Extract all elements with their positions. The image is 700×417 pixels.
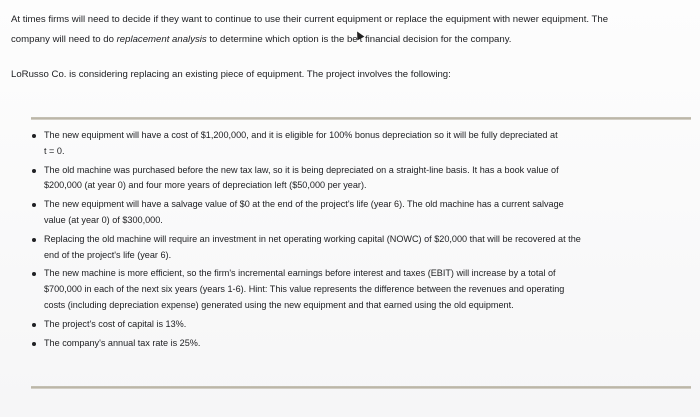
setup-statement: LoRusso Co. is considering replacing an existing piece of equipment. The project involves the following: — [11, 69, 451, 80]
list-item-line: end of the project's life (year 6). — [44, 249, 172, 260]
list-item-line: The old machine was purchased before the new tax law, so it is being depreciated on a straight-line basis. It has a book value of — [44, 164, 559, 175]
list-item-line: t = 0. — [44, 145, 65, 156]
list-item-nowc-investment — [31, 232, 696, 264]
bottom-divider — [31, 386, 691, 389]
list-item-new-equipment-cost — [31, 128, 696, 160]
intro-line-2-end: t financial decision for the company. — [359, 34, 512, 45]
project-details-list — [31, 128, 696, 354]
bullet-dot-icon — [32, 342, 36, 346]
list-item-old-machine-depreciation — [31, 163, 696, 195]
list-item-line: The new equipment will have a salvage value of $0 at the end of the project's life (year 6). The old machine has a current salvage — [44, 199, 564, 210]
replacement-analysis-term: replacement analysis — [116, 34, 207, 45]
bullet-dot-icon — [32, 323, 36, 327]
intro-line-2 — [11, 30, 700, 50]
list-item-line: costs (including depreciation expense) generated using the new equipment and that earned using the old equipment. — [44, 299, 514, 310]
intro-line-1: At times firms will need to decide if they want to continue to use their current equipment or replace the equipment with newer equipment. The — [11, 14, 609, 25]
bullet-dot-icon — [32, 169, 36, 173]
intro-paragraph — [11, 10, 700, 50]
intro-line-2-middle: to determine which option is the be — [206, 34, 358, 45]
bullet-dot-icon — [32, 238, 36, 242]
list-item-line: The project's cost of capital is 13%. — [44, 318, 187, 329]
list-item-line: The new equipment will have a cost of $1,200,000, and it is eligible for 100% bonus depreciation so it will be fully depreciated at — [44, 130, 558, 140]
bullet-dot-icon — [32, 134, 36, 138]
intro-line-2-start: company will need to do — [11, 34, 117, 45]
bullet-dot-icon — [32, 272, 36, 276]
list-item-line: $200,000 (at year 0) and four more years of depreciation left ($50,000 per year). — [44, 180, 367, 191]
list-item-line: value (at year 0) of $300,000. — [44, 214, 163, 225]
top-divider — [31, 117, 691, 120]
list-item-line: The new machine is more efficient, so the firm's incremental earnings before interest and taxes (EBIT) will increase by a total of — [44, 268, 556, 279]
list-item-line: $700,000 in each of the next six years (years 1-6). Hint: This value represents the difference between the revenues and operating — [44, 284, 565, 295]
list-item-salvage-values — [31, 197, 696, 229]
list-item-line: Replacing the old machine will require an investment in net operating working capital (NOWC) of $20,000 that will be recovered at the — [44, 233, 581, 244]
list-item-line: The company's annual tax rate is 25%. — [44, 337, 201, 348]
bullet-dot-icon — [32, 203, 36, 207]
list-item-cost-of-capital — [31, 317, 696, 333]
list-item-tax-rate — [31, 336, 696, 352]
list-item-ebit-increase — [31, 266, 696, 313]
